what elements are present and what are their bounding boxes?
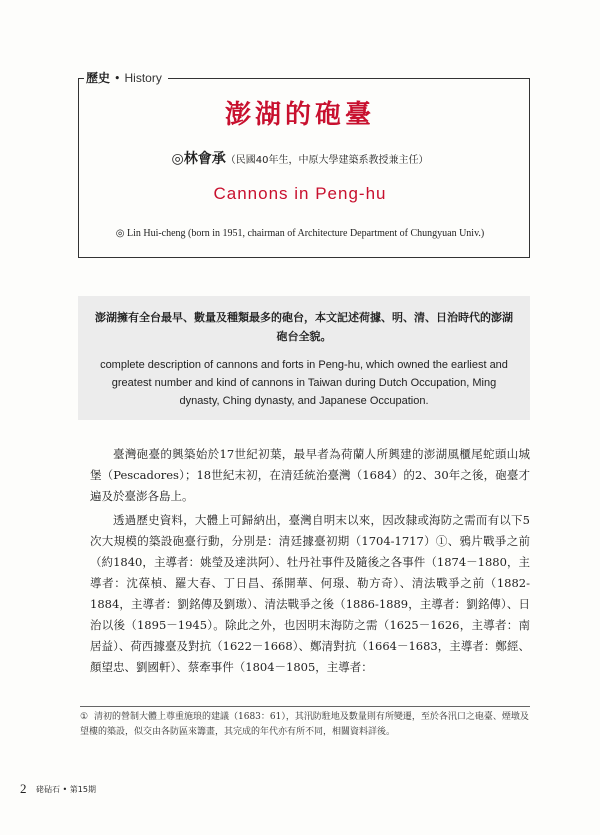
footnote-mark: ① bbox=[80, 712, 89, 722]
article-title-zh: 澎湖的砲臺 bbox=[224, 100, 375, 130]
author-name-zh: 林會承 bbox=[183, 151, 226, 167]
section-label-zh: 歷史 bbox=[86, 71, 111, 85]
author-affiliation-zh: （民國40年生，中原大學建築系教授兼主任） bbox=[225, 155, 429, 166]
journal-name: 硓砧石 • 第15期 bbox=[36, 785, 96, 794]
abstract-zh: 澎湖擁有全台最早、數量及種類最多的砲台，本文記述荷據、明、清、日治時代的澎湖砲台全貌。 bbox=[95, 311, 513, 343]
page-number: 2 bbox=[20, 781, 27, 796]
footnote bbox=[80, 710, 530, 740]
author-en: ◎ Lin Hui-cheng (born in 1951, chairman of Architecture Department of Chungyuan Univ.) bbox=[115, 228, 485, 239]
article-title-en: Cannons in Peng-hu bbox=[213, 184, 387, 203]
section-label-en: History bbox=[124, 71, 162, 85]
article-body bbox=[90, 444, 530, 678]
abstract-box bbox=[78, 296, 530, 420]
section-dot: • bbox=[114, 72, 121, 85]
body-paragraph-2: 透過歷史資料，大體上可歸納出，臺灣自明末以來，因改隸或海防之需而有以下5次大規模的築設砲臺行動，分別是：清廷據臺初期（1704-1717）①、鴉片戰爭之前（約1840，主導者：姚瑩及達洪阿）、牡丹社事件及隨後之各事件（1874－1880，主導者：沈葆楨、羅大春、丁日昌、孫開華、何璟、勒方奇）、清法戰爭之前（1882-1884，主導者：劉銘傳及劉璈）、清法戰爭之後（1886-1889，主導者：劉銘傳）、日治以後（1895－1945）。除此之外，也因明末海防之需（1625－1626，主導者：南居益）、荷西據臺及對抗（1622－1668）、鄭清對抗（1664－1683，主導者：鄭經、顏望忠、劉國軒）、蔡牽事件（1804－1805，主導者： bbox=[90, 513, 530, 674]
footnote-divider bbox=[80, 706, 530, 707]
section-tag bbox=[84, 70, 168, 87]
footnote-text: 清初的營制大體上尊重施琅的建議（1683：61），其汛防駐地及數量則有所變遷，至於各汛口之砲臺、煙墩及望樓的築設，似交由各防區來籌畫，其完成的年代亦有所不同，相關資料詳後。 bbox=[80, 712, 529, 737]
abstract-en: complete description of cannons and forts in Peng-hu, which owned the earliest and greatest number and kind of cannons in Taiwan during Dutch Occupation, Ming dynasty, Ching dynasty, and Japanese Occupation. bbox=[100, 359, 508, 407]
author-zh bbox=[0, 148, 600, 168]
body-paragraph-1: 臺灣砲臺的興築始於17世紀初葉，最早者為荷蘭人所興建的澎湖風櫃尾蛇頭山城堡（Pescadores）；18世紀末初，在清廷統治臺灣（1684）的2、30年之後，砲臺才遍及於臺澎各島上。 bbox=[90, 447, 530, 503]
author-prefix: ◎ bbox=[171, 151, 184, 167]
